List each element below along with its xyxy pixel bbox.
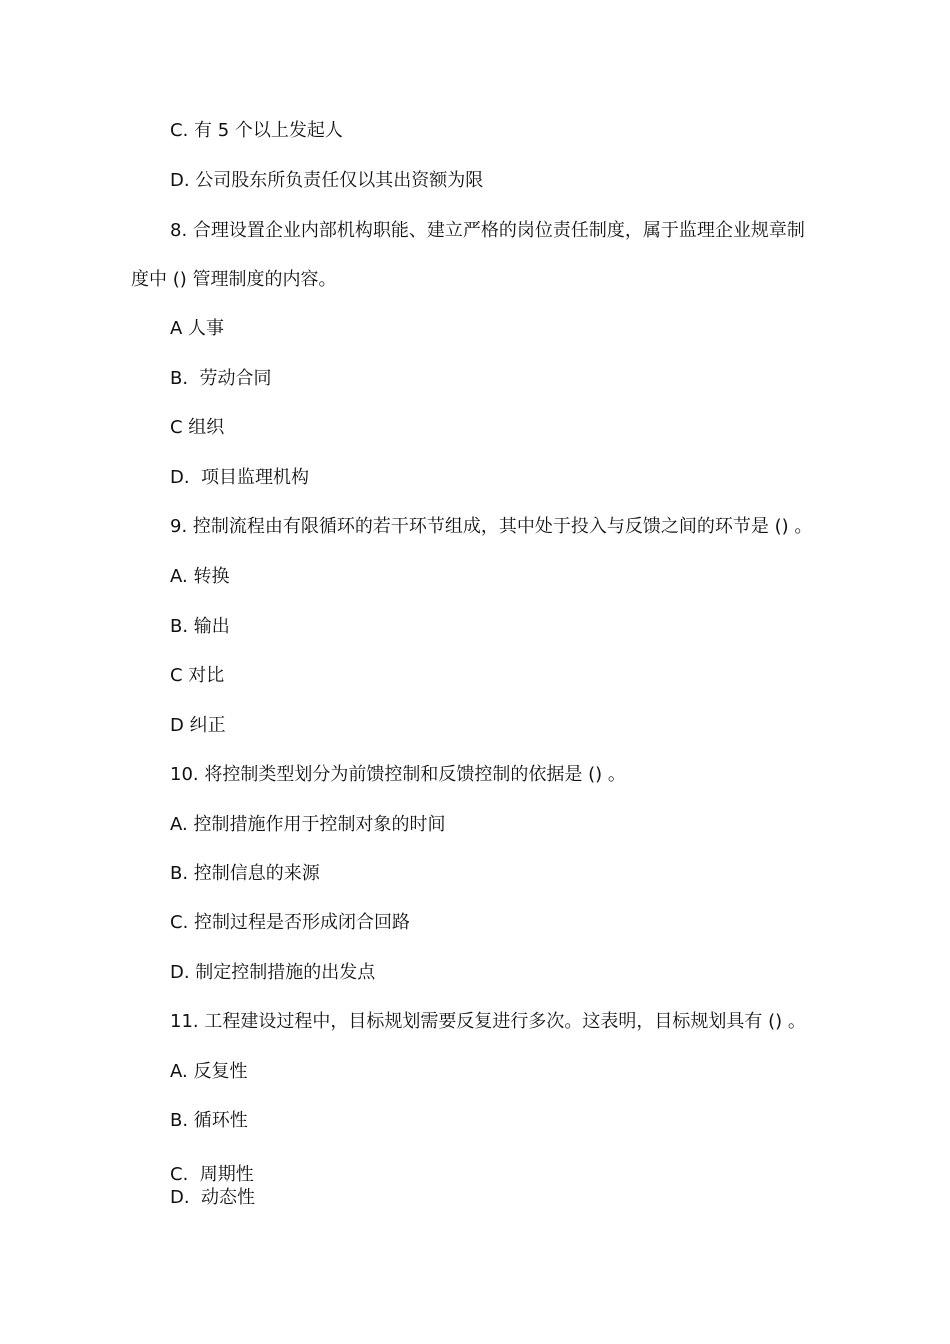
option-b-q9: B. 输出 (170, 616, 230, 637)
option-d-q10: D. 制定控制措施的出发点 (170, 962, 376, 983)
option-d-q7: D. 公司股东所负责任仅以其出资额为限 (170, 170, 484, 191)
question-9-text: 9. 控制流程由有限循环的若干环节组成，其中处于投入与反馈之间的环节是 () 。 (170, 516, 813, 537)
option-c-q7: C. 有 5 个以上发起人 (170, 120, 343, 141)
question-8-text-cont: 度中 () 管理制度的内容。 (131, 269, 337, 290)
question-11-text: 11. 工程建设过程中，目标规划需要反复进行多次。这表明，目标规划具有 () 。 (170, 1011, 806, 1032)
option-b-q10: B. 控制信息的来源 (170, 863, 320, 884)
option-c-q8: C 组织 (170, 417, 225, 438)
question-8-text: 8. 合理设置企业内部机构职能、建立严格的岗位责任制度，属于监理企业规章制 (170, 220, 805, 241)
option-c-q9: C 对比 (170, 665, 225, 686)
option-d-q11: D. 动态性 (170, 1187, 256, 1208)
option-a-q8: A 人事 (170, 318, 225, 339)
option-a-q10: A. 控制措施作用于控制对象的时间 (170, 814, 446, 835)
option-c-q10: C. 控制过程是否形成闭合回路 (170, 912, 411, 933)
option-a-q9: A. 转换 (170, 566, 230, 587)
option-b-q11: B. 循环性 (170, 1110, 248, 1131)
option-b-q8: B. 劳动合同 (170, 368, 272, 389)
option-d-q9: D 纠正 (170, 715, 226, 736)
option-c-q11: C. 周期性 (170, 1164, 254, 1185)
option-d-q8: D. 项目监理机构 (170, 467, 310, 488)
option-a-q11: A. 反复性 (170, 1061, 248, 1082)
question-10-text: 10. 将控制类型划分为前馈控制和反馈控制的依据是 () 。 (170, 764, 626, 785)
